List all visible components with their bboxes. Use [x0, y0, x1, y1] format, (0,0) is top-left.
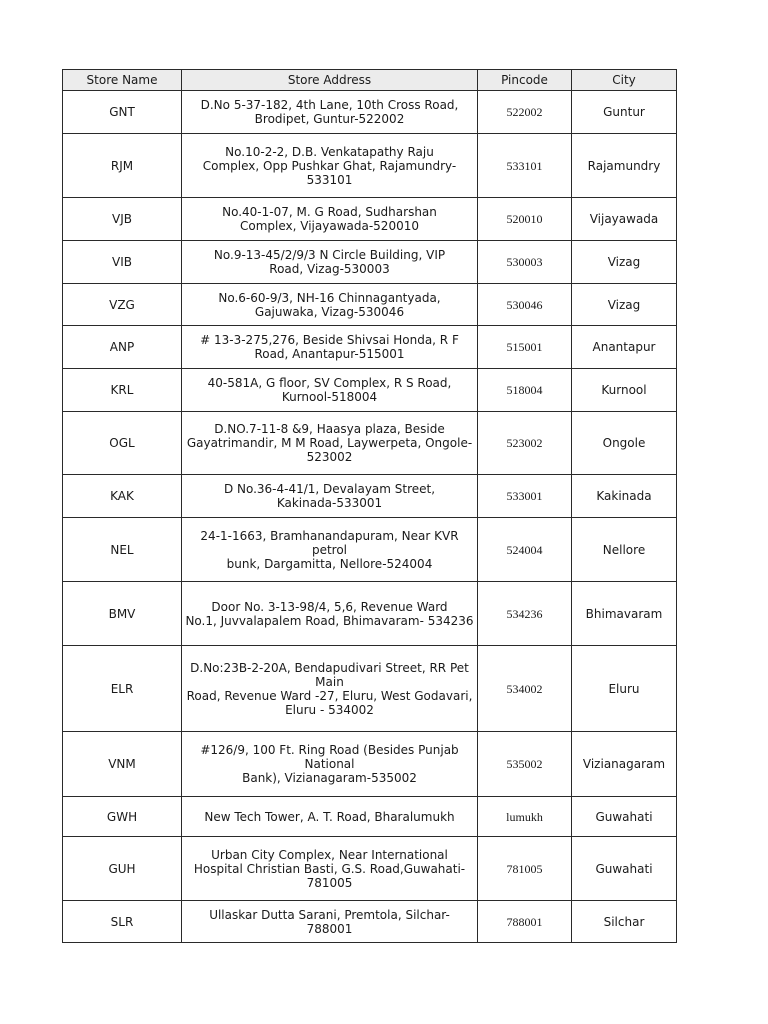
- city-cell: Ongole: [572, 412, 677, 475]
- store-address-cell: [182, 475, 478, 518]
- address-line: Kurnool-518004: [281, 390, 378, 404]
- city-cell: Guwahati: [572, 797, 677, 837]
- address-line: Ullaskar Dutta Sarani, Premtola, Silchar-: [209, 907, 450, 922]
- address-line: Kakinada-533001: [276, 496, 383, 510]
- city-cell: Eluru: [572, 646, 677, 732]
- address-line: D.NO.7-11-8 &9, Haasya plaza, Beside: [214, 422, 445, 436]
- table-row: [63, 582, 677, 646]
- pincode-cell: 781005: [478, 837, 572, 901]
- table-row: [63, 646, 677, 732]
- address-line: 788001: [306, 921, 353, 936]
- address-line: Door No. 3-13-98/4, 5,6, Revenue Ward: [211, 599, 448, 614]
- city-cell: Kakinada: [572, 475, 677, 518]
- address-line: Complex, Opp Pushkar Ghat, Rajamundry- 533101: [202, 158, 457, 187]
- address-line: Road, Anantapur-515001: [254, 347, 405, 361]
- pincode-cell: lumukh: [478, 797, 572, 837]
- address-line: Urban City Complex, Near International: [211, 847, 448, 862]
- address-line: # 13-3-275,276, Beside Shivsai Honda, R F: [200, 333, 459, 347]
- store-name-cell: VJB: [63, 198, 182, 241]
- pincode-cell: 524004: [478, 518, 572, 582]
- address-line: No.1, Juvvalapalem Road, Bhimavaram- 534236: [185, 613, 474, 628]
- pincode-cell: 535002: [478, 732, 572, 797]
- pincode-cell: 518004: [478, 369, 572, 412]
- store-address-cell: [182, 797, 478, 837]
- city-cell: Rajamundry: [572, 134, 677, 198]
- city-cell: Guntur: [572, 91, 677, 134]
- address-line: Hospital Christian Basti, G.S. Road,Guwahati-: [193, 861, 466, 876]
- pincode-cell: 534236: [478, 582, 572, 646]
- address-line: Bank), Vizianagaram-535002: [242, 771, 417, 785]
- store-name-cell: ANP: [63, 326, 182, 369]
- store-table: [62, 69, 677, 943]
- address-line: 523002: [306, 450, 353, 464]
- pincode-cell: 530003: [478, 241, 572, 284]
- store-name-cell: KRL: [63, 369, 182, 412]
- address-line: Brodipet, Guntur-522002: [254, 112, 405, 126]
- table-row: [63, 198, 677, 241]
- document-page: [62, 69, 676, 943]
- address-line: Road, Vizag-530003: [269, 262, 390, 276]
- store-address-cell: [182, 134, 478, 198]
- address-line: Complex, Vijayawada-520010: [240, 219, 419, 233]
- address-line: No.9-13-45/2/9/3 N Circle Building, VIP: [213, 248, 446, 262]
- address-line: D.No 5-37-182, 4th Lane, 10th Cross Road,: [200, 98, 459, 112]
- address-line: Road, Revenue Ward -27, Eluru, West Godavari,: [186, 688, 473, 703]
- city-cell: Bhimavaram: [572, 582, 677, 646]
- store-address-cell: [182, 326, 478, 369]
- store-name-cell: VZG: [63, 284, 182, 326]
- store-address-cell: [182, 646, 478, 732]
- pincode-cell: 788001: [478, 901, 572, 943]
- store-name-cell: GNT: [63, 91, 182, 134]
- table-row: [63, 837, 677, 901]
- store-address-cell: [182, 412, 478, 475]
- store-address-cell: [182, 369, 478, 412]
- pincode-cell: 533001: [478, 475, 572, 518]
- pincode-cell: 534002: [478, 646, 572, 732]
- address-line: Gajuwaka, Vizag-530046: [254, 304, 405, 319]
- store-name-cell: OGL: [63, 412, 182, 475]
- store-name-cell: KAK: [63, 475, 182, 518]
- store-name-cell: RJM: [63, 134, 182, 198]
- pincode-cell: 533101: [478, 134, 572, 198]
- city-cell: Vizag: [572, 284, 677, 326]
- store-address-cell: [182, 518, 478, 582]
- pincode-cell: 515001: [478, 326, 572, 369]
- address-line: New Tech Tower, A. T. Road, Bharalumukh: [204, 809, 455, 824]
- table-row: [63, 732, 677, 797]
- table-row: [63, 326, 677, 369]
- store-name-cell: NEL: [63, 518, 182, 582]
- city-cell: Silchar: [572, 901, 677, 943]
- address-line: D.No:23B-2-20A, Bendapudivari Street, RR Pet Main: [190, 660, 469, 689]
- city-cell: Vizag: [572, 241, 677, 284]
- address-line: No.6-60-9/3, NH-16 Chinnagantyada,: [218, 290, 441, 305]
- store-name-cell: GUH: [63, 837, 182, 901]
- store-name-cell: GWH: [63, 797, 182, 837]
- city-cell: Vijayawada: [572, 198, 677, 241]
- address-line: No.10-2-2, D.B. Venkatapathy Raju: [225, 144, 434, 159]
- table-row: [63, 475, 677, 518]
- store-address-cell: [182, 198, 478, 241]
- store-name-cell: ELR: [63, 646, 182, 732]
- table-row: [63, 901, 677, 943]
- table-row: [63, 369, 677, 412]
- header-pincode: Pincode: [478, 70, 572, 91]
- table-row: [63, 284, 677, 326]
- city-cell: Guwahati: [572, 837, 677, 901]
- table-row: [63, 797, 677, 837]
- store-name-cell: VIB: [63, 241, 182, 284]
- store-address-cell: [182, 91, 478, 134]
- table-header-row: [63, 70, 677, 91]
- table-row: [63, 91, 677, 134]
- header-store-address: Store Address: [182, 70, 478, 91]
- address-line: Eluru - 534002: [285, 702, 374, 717]
- header-city: City: [572, 70, 677, 91]
- address-line: 40-581A, G floor, SV Complex, R S Road,: [207, 376, 452, 390]
- pincode-cell: 522002: [478, 91, 572, 134]
- store-address-cell: [182, 837, 478, 901]
- header-store-name: Store Name: [63, 70, 182, 91]
- store-address-cell: [182, 582, 478, 646]
- address-line: #126/9, 100 Ft. Ring Road (Besides Punjab National: [200, 743, 459, 771]
- city-cell: Vizianagaram: [572, 732, 677, 797]
- city-cell: Kurnool: [572, 369, 677, 412]
- address-line: No.40-1-07, M. G Road, Sudharshan: [222, 205, 437, 219]
- store-address-cell: [182, 241, 478, 284]
- store-address-cell: [182, 284, 478, 326]
- table-row: [63, 412, 677, 475]
- address-line: 24-1-1663, Bramhanandapuram, Near KVR petrol: [200, 528, 459, 557]
- pincode-cell: 520010: [478, 198, 572, 241]
- store-name-cell: VNM: [63, 732, 182, 797]
- table-row: [63, 134, 677, 198]
- address-line: bunk, Dargamitta, Nellore-524004: [226, 556, 433, 571]
- address-line: D No.36-4-41/1, Devalayam Street,: [223, 482, 436, 496]
- store-name-cell: BMV: [63, 582, 182, 646]
- table-row: [63, 518, 677, 582]
- store-address-cell: [182, 732, 478, 797]
- store-address-cell: [182, 901, 478, 943]
- pincode-cell: 530046: [478, 284, 572, 326]
- pincode-cell: 523002: [478, 412, 572, 475]
- store-name-cell: SLR: [63, 901, 182, 943]
- city-cell: Nellore: [572, 518, 677, 582]
- city-cell: Anantapur: [572, 326, 677, 369]
- table-row: [63, 241, 677, 284]
- address-line: 781005: [306, 875, 353, 890]
- address-line: Gayatrimandir, M M Road, Laywerpeta, Ongole-: [186, 436, 473, 450]
